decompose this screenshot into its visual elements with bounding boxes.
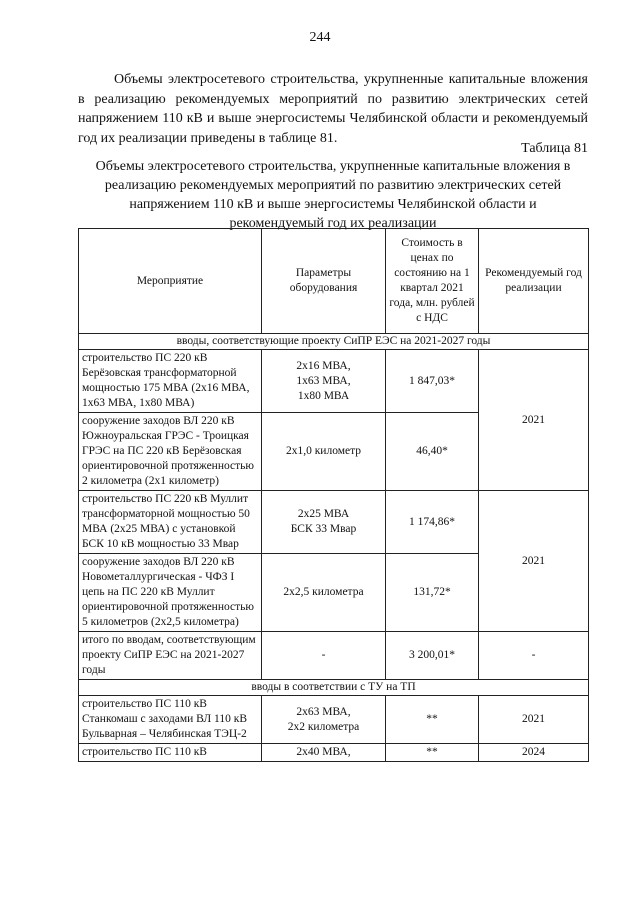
params-line: БСК 33 Мвар	[290, 523, 357, 535]
row-event: сооружение заходов ВЛ 220 кВ Южноуральская ГРЭС - Троицкая ГРЭС на ПС 220 кВ Берёзовская ориентировочной протяженностью 2 километра (2х1 километр)	[79, 413, 262, 491]
caption-line: напряжением 110 кВ и выше энергосистемы Челябинской области и	[129, 197, 537, 212]
page-number: 244	[309, 30, 331, 45]
row-params	[262, 413, 386, 491]
section-title-sipr: вводы, соответствующие проекту СиПР ЕЭС на 2021-2027 годы	[79, 334, 589, 350]
row-cost: 46,40*	[386, 413, 479, 491]
row-cost: 1 847,03*	[386, 350, 479, 413]
section-title-tu: вводы в соответствии с ТУ на ТП	[79, 680, 589, 696]
row-params	[262, 696, 386, 744]
header-year: Рекомендуемый год реализации	[479, 229, 589, 334]
table-row	[79, 491, 589, 554]
row-event: строительство ПС 220 кВ Берёзовская трансформаторной мощностью 175 МВА (2х16 МВА, 1х63 МВА, 1х80 МВА)	[79, 350, 262, 413]
table-header-row	[79, 229, 589, 334]
params-line: 2х63 МВА,	[296, 705, 351, 718]
row-year: 2021	[479, 696, 589, 744]
intro-paragraph	[78, 70, 588, 148]
total-year: -	[479, 632, 589, 680]
row-params	[262, 491, 386, 554]
row-event: сооружение заходов ВЛ 220 кВ Новометаллургическая - ЧФЗ I цепь на ПС 220 кВ Муллит ориентировочной протяженностью 5 километров (2х2,5 километра)	[79, 554, 262, 632]
total-event: итого по вводам, соответствующим проекту СиПР ЕЭС на 2021-2027 годы	[79, 632, 262, 680]
row-params	[262, 744, 386, 762]
row-event: строительство ПС 110 кВ	[79, 744, 262, 762]
table-row	[79, 744, 589, 762]
investment-table	[78, 228, 589, 762]
table-row	[79, 696, 589, 744]
params-line: 2х1,0 километр	[285, 445, 362, 457]
params-line: 2х2,5 километра	[283, 586, 364, 598]
total-cost: 3 200,01*	[386, 632, 479, 680]
row-year: 2021	[479, 350, 589, 491]
params-line: 2х40 МВА,	[296, 746, 351, 758]
total-params: -	[262, 632, 386, 680]
total-row	[79, 632, 589, 680]
row-event: строительство ПС 220 кВ Муллит трансформаторной мощностью 50 МВА (2х25 МВА) с установкой БСК 10 кВ мощностью 33 Мвар	[79, 491, 262, 554]
row-year: 2024	[479, 744, 589, 762]
params-line: 2х2 километра	[287, 720, 360, 733]
header-event: Мероприятие	[79, 229, 262, 334]
params-line: 1х63 МВА,	[296, 374, 351, 387]
row-year: 2021	[479, 491, 589, 632]
header-params: Параметры оборудования	[262, 229, 386, 334]
table-caption	[78, 157, 588, 233]
row-event: строительство ПС 110 кВ Станкомаш с заходами ВЛ 110 кВ Бульварная – Челябинская ТЭЦ-2	[79, 696, 262, 744]
header-cost: Стоимость в ценах по состоянию на 1 квартал 2021 года, млн. рублей с НДС	[386, 229, 479, 334]
intro-text: Объемы электросетевого строительства, укрупненные капитальные вложения в реализацию рекомендуемых мероприятий по развитию электрических сетей напряжением 110 кВ и выше энергосистемы Челябинской области и рекомендуемый год их реализации приведены в таблице 81.	[78, 72, 588, 146]
caption-line: Объемы электросетевого строительства, укрупненные капитальные вложения в	[95, 159, 571, 174]
params-line: 2х16 МВА,	[296, 359, 351, 372]
row-params	[262, 554, 386, 632]
row-cost: **	[386, 696, 479, 744]
caption-line: реализацию рекомендуемых мероприятий по развитию электрических сетей	[104, 178, 562, 193]
caption-line: рекомендуемый год их реализации	[229, 216, 437, 231]
section-row	[79, 680, 589, 696]
table-number: Таблица 81	[521, 141, 588, 156]
params-line: 2х25 МВА	[297, 508, 350, 520]
row-cost: 1 174,86*	[386, 491, 479, 554]
row-params	[262, 350, 386, 413]
row-cost: 131,72*	[386, 554, 479, 632]
row-cost: **	[386, 744, 479, 762]
table-row	[79, 350, 589, 413]
params-line: 1х80 МВА	[297, 389, 350, 402]
section-row	[79, 334, 589, 350]
